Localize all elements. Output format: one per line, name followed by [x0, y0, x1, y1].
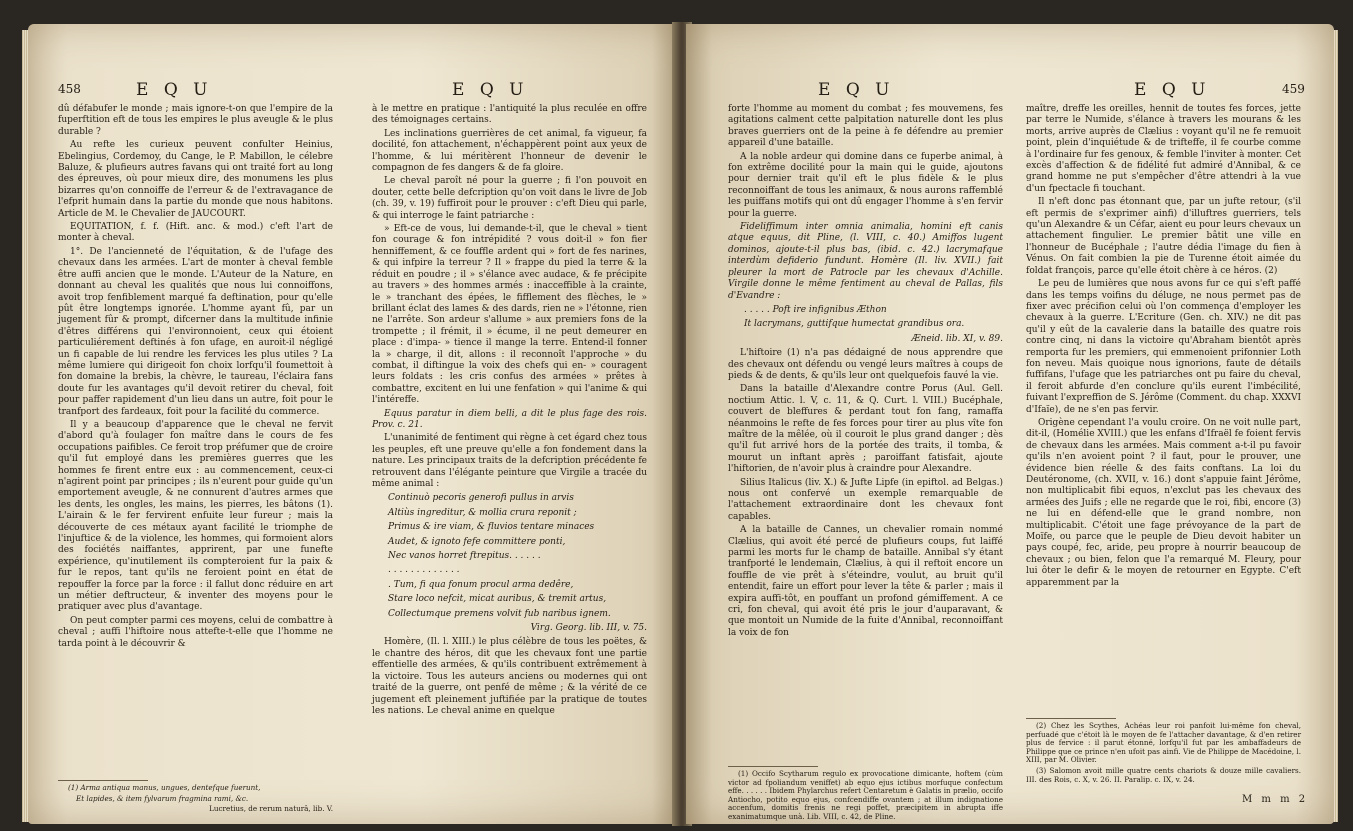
paragraph: Homère, (Il. l. XIII.) le plus célèbre de tous les poëtes, & le chantre des héros, dit que les chevaux font une partie effentielle des armées, & qu'ils contribuent extrêmement à la victoire. Tous les auteurs anciens ou modernes qui ont traité de la guerre, ont penfé de même ; & la vérité de ce jugement eft pleinement juftifiée par la pratique de toutes les nations. Le cheval anime en quelque — [372, 637, 647, 716]
paragraph: Le cheval paroît né pour la guerre ; fi l'on pouvoit en douter, cette belle defcription qu'on voit dans le livre de Job (ch. 39, v. 19) fuffiroit pour le prouver : c'eft Dieu qui parle, & qui interroge le faint patriarche : — [372, 176, 647, 221]
article-heading-equitation: EQUITATION, f. f. (Hift. anc. & mod.) c'eft l'art de monter à cheval. — [58, 222, 333, 244]
footnote-line: Lucretius, de rerum naturâ, lib. V. — [209, 804, 333, 814]
left-column-2 — [372, 104, 647, 719]
left-page — [28, 24, 678, 824]
footnote-line: (1) Arma antiqua manus, ungues, dentefque fuerunt, — [68, 783, 261, 792]
paragraph: Le peu de lumières que nous avons fur ce qui s'eft paffé dans les temps voifins du déluge, ne nous permet pas de fixer avec précifion celui où l'on commença d'employer les chevaux à la guerre. L'Ecriture (Gen. ch. XIV.) ne dit pas qu'il y eût de la cavalerie dans la bataille des quatre rois contre cinq, ni dans la victoire qu'Abraham bientôt après remporta fur les premiers, qui emmenoient prifonnier Loth fon neveu. Mais quoique nous ignorions, faute de détails fuffifans, l'ufage que les patriarches ont pu faire du cheval, il feroit abfurde d'en conclure qu'ils eurent l'imbécilité, fuivant l'expreffion de S. Jérôme (Comment. du chap. XXXVI d'Ifaïe), de ne s'en pas fervir. — [1026, 279, 1301, 415]
verse-line: . . . . . . . . . . . . . — [388, 565, 460, 576]
footnote: (2) Chez les Scythes, Achéas leur roi panfoit lui-même fon cheval, perfuadé que c'étoit là le moyen de fe l'attacher davantage, & d'en retirer plus de fervice : il parut étonné, lorfqu'il fut par les ambaffadeurs de Philippe que ce prince n'en ufoit pas ainfi. Vie de Philippe de Macédoine, l. XIII, par M. Olivier. — [1026, 721, 1301, 765]
verse-line: . . . . . Poft ire infignibus Æthon — [744, 304, 887, 315]
verse-reference: Æneid. lib. XI, v. 89. — [911, 333, 1003, 344]
paragraph: On peut compter parmi ces moyens, celui de combattre à cheval ; auffi l'hiftoire nous attefte-t-elle que l'homme ne tarda point à le découvrir & — [58, 615, 333, 649]
paragraph: Les inclinations guerrières de cet animal, fa vigueur, fa docilité, fon attachement, n'échappèrent point aux yeux de l'homme, & lui méritèrent l'honneur de devenir le compagnon de fes dangers & de fa gloire. — [372, 128, 647, 174]
verse-line: Primus & ire viam, & fluvios tentare minaces — [388, 522, 595, 533]
paragraph: A la noble ardeur qui domine dans ce fuperbe animal, à fon extrême docilité pour la main qui le guide, ajoutons pour dernier trait qu'il eft le plus fidèle & le plus reconnoiffant de tous les animaux, & nous aurons raffemblé les puiffans motifs qui ont dû engager l'homme à s'en fervir pour la guerre. — [728, 151, 1003, 219]
right-page — [686, 24, 1334, 824]
virgil-verse — [372, 493, 647, 620]
running-head-right-col1: E Q U — [818, 80, 895, 100]
paragraph: à le mettre en pratique : l'antiquité la plus reculée en offre des témoignages certains. — [372, 104, 647, 126]
footnotes-right-col2 — [1026, 722, 1301, 786]
paragraph: Silius Italicus (liv. X.) & Jufte Lipfe (in epiftol. ad Belgas.) nous ont confervé un exemple remarquable de l'attachement extraordinaire dont les chevaux font capables. — [728, 477, 1003, 522]
running-head-left-col1: E Q U — [136, 80, 213, 100]
paragraph: Fideliffimum inter omnia animalia, homini eft canis atque equus, dit Pline, (l. VIII, c. 40.) Amiffos lugent dominos, ajoute-t-il plus bas, (ibid. c. 42.) lacrymafque interdùm defiderio fundunt. Homère (Il. liv. XVII.) fait pleurer la mort de Patrocle par les chevaux d'Achille. Virgile donne le même fentiment au cheval de Pallas, fils d'Evandre : — [728, 222, 1003, 301]
verse-line: Continuò pecoris generofi pullus in arvis — [388, 493, 574, 504]
paragraph: A la bataille de Cannes, un chevalier romain nommé Clælius, qui avoit été percé de plufieurs coups, fut laiffé parmi les morts fur le champ de bataille. Annibal s'y étant tranfporté le lendemain, Clælius, à qui il reftoit encore un fouffle de vie prêt à s'éteindre, voulut, au bruit qu'il entendit, faire un effort pour lever la tête & parler ; mais il expira auffi-tôt, en pouffant un profond gémiffement. A ce cri, fon cheval, qui avoit été pris le jour d'auparavant, & que montoit un Numide de la fuite d'Annibal, reconnoiffant la voix de fon — [728, 525, 1003, 638]
verse-line: Nec vanos horret ftrepitus. . . . . . — [388, 551, 541, 562]
signature-mark: M m m 2 — [1242, 794, 1309, 805]
right-column-1 — [728, 104, 1003, 641]
paragraph: Dans la bataille d'Alexandre contre Porus (Aul. Gell. noctium Attic. l. V, c. 11, & Q. Curt. l. VIII.) Bucéphale, couvert de bleffures & perdant tout fon fang, ramaffa néanmoins le refte de fes forces pour tirer au plus vîte fon maître de la mêlée, où il couroit le plus grand danger ; dès qu'il fut arrivé hors de la portée des traits, il tomba, & mourut un inftant après ; paroiffant fatisfait, ajoute l'hiftorien, de n'avoir plus à craindre pour Alexandre. — [728, 384, 1003, 475]
paragraph: Il n'eft donc pas étonnant que, par un jufte retour, (s'il eft permis de s'exprimer ainfi) d'illuftres guerriers, tels qu'un Alexandre & un Céfar, aient eu pour leurs chevaux un attachement fingulier. Le premier bâtit une ville en l'honneur de Bucéphale ; l'autre dédia l'image du fien à Vénus. On fait combien la pie de Turenne étoit aimée du foldat françois, parce qu'elle étoit chère à ce héros. (2) — [1026, 197, 1301, 276]
footnote-rule — [58, 780, 148, 781]
running-head-left-col2: E Q U — [452, 80, 529, 100]
paragraph: maître, dreffe les oreilles, hennit de toutes fes forces, jette par terre le Numide, s'élance à travers les mourans & les morts, arrive auprès de Clælius : voyant qu'il ne fe remuoit point, plein d'inquiétude & de trifteffe, il fe courbe comme à l'ordinaire fur fes genoux, & femble l'inviter à monter. Cet excès d'affection & de fidélité fut admiré d'Annibal, & ce grand homme ne put s'empêcher d'être attendri à la vue d'un fpectacle fi touchant. — [1026, 104, 1301, 194]
footnote: (3) Salomon avoit mille quatre cents chariots & douze mille cavaliers. III. des Rois, c. X, v. 26. II. Paralip. c. IX, v. 24. — [1026, 765, 1301, 784]
left-column-1 — [58, 104, 333, 652]
footnote-right-col1 — [728, 770, 1003, 824]
paragraph: 1°. De l'ancienneté de l'équitation, & de l'ufage des chevaux dans les armées. L'art de monter à cheval femble être auffi ancien que le monde. L'Auteur de la Nature, en donnant au cheval les qualités que nous lui connoiffons, avoit trop fenfiblement marqué fa deftination, pour qu'elle pût être longtemps ignorée. L'homme ayant fû, par un jugement fûr & prompt, difcerner dans la multitude infinie d'êtres différens qui l'environnoient, ceux qui étoient particuliérement deftinés à fon ufage, en auroit-il négligé un fi capable de lui rendre les fervices les plus utiles ? La même lumiere qui dirigeoit fon choix lorfqu'il foumettoit à fon domaine la brebis, la chèvre, le taureau, l'éclaira fans doute fur les avantages qu'il devoit retirer du cheval, foit pour paffer rapidement d'un lieu dans un autre, foit pour le tranfport des fardeaux, foit pour la facilité du commerce. — [58, 246, 333, 417]
paragraph: Au refte les curieux peuvent confulter Heinius, Ebelingius, Cordemoy, du Cange, le P. Mabillon, le célebre Baluze, & plufieurs autres favans qui ont traité fort au long des épreuves, où pour mieux dire, des monumens les plus bizarres qu'on connoiffe de l'erreur & de l'extravagance de l'efprit humain dans la partie du monde que nous habitons. Article de M. le Chevalier de JAUCOURT. — [58, 140, 333, 219]
verse-line: Collectumque premens volvit fub naribus ignem. — [388, 608, 611, 619]
italic-citation: Equus paratur in diem belli, a dit le plus fage des rois. Prov. c. 21. — [372, 408, 647, 430]
paragraph: forte l'homme au moment du combat ; fes mouvemens, fes agitations calment cette palpitation naturelle dont les plus braves guerriers ont de la peine à fe défendre au premier appareil d'une bataille. — [728, 104, 1003, 149]
right-column-2 — [1026, 104, 1301, 591]
paragraph: Origène cependant l'a voulu croire. On ne voit nulle part, dit-il, (Homélie XVIII.) que les enfans d'Ifraël fe foient fervis de chevaux dans les armées. Mais comment a-t-il pu favoir qu'ils n'en avoient point ? il faut, pour le prouver, une évidence bien réelle & des faits conftans. La loi du Deutéronome, (ch. XVII, v. 16.) dont s'appuie faint Jérôme, non multiplicabit fibi equos, n'exclut pas les chevaux des armées des Juifs ; elle ne regarde que le roi, fibi, encore (3) ne lui en défend-elle que le grand nombre, non multiplicabit. C'étoit une fage prévoyance de la part de Moïfe, ou parce que le peuple de Dieu devoit habiter un pays coupé, fec, aride, peu propre à nourrir beaucoup de chevaux ; ou bien, felon que l'a remarqué M. Fleury, pour lui ôter le defir & le moyen de retourner en Egypte. C'eft apparemment par la — [1026, 417, 1301, 588]
page-number-left: 458 — [58, 82, 81, 96]
verse-line: Audet, & ignoto fefe committere ponti, — [388, 536, 566, 547]
paragraph: L'unanimité de fentiment qui règne à cet égard chez tous les peuples, eft une preuve qu'elle a fon fondement dans la nature. Les principaux traits de la defcription précédente fe retrouvent dans l'élégante peinture que Virgile a tracée du même animal : — [372, 433, 647, 489]
verse-line: Stare loco nefcit, micat auribus, & tremit artus, — [388, 594, 607, 605]
paragraph: L'hiftoire (1) n'a pas dédaigné de nous apprendre que des chevaux ont défendu ou vengé leurs maîtres à coups de pieds & de dents, & qu'ils leur ont quelquefois fauvé la vie. — [728, 348, 1003, 381]
footnote-rule — [1026, 718, 1116, 719]
footnote-left — [58, 784, 333, 816]
footnote-line: Et lapides, & item fylvarum fragmina rami, &c. — [76, 793, 249, 803]
footnote-rule — [728, 766, 818, 767]
paragraph: Il y a beaucoup d'apparence que le cheval ne fervit d'abord qu'à foulager fon maître dans le cours de fes occupations paifibles. Ce feroit trop préfumer que de croire qu'il fut employé dans les premières guerres que les hommes fe firent entre eux : au commencement, ceux-ci n'agirent point par principes ; ils n'eurent pour guide qu'un emportement aveugle, & ne connurent d'autres armes que les dents, les ongles, les mains, les pierres, les bâtons (1). L'airain & le fer fervirent enfuite leur fureur ; mais la découverte de ces métaux ayant facilité le triomphe de l'injuftice & de la violence, les hommes, qui formoient alors des fociétés naiffantes, apprirent, par une funefte expérience, qu'inutilement ils compteroient fur la paix & fur le repos, tant qu'ils ne feroient point en état de repouffer la force par la force : il fallut donc réduire en art un métier deftructeur, & inventer des moyens pour le pratiquer avec plus d'avantage. — [58, 419, 333, 613]
open-book — [22, 14, 1338, 826]
page-number-right: 459 — [1282, 82, 1305, 96]
verse-reference: Virg. Georg. lib. III, v. 75. — [530, 623, 647, 634]
footnote: (1) Occifo Scytharum regulo ex provocatione dimicante, hoftem (cùm victor ad fpoliandum veniffet) ab equo ejus ictibus morfuque confectum effe. . . . . . Ibidem Phylarchus refert Centaretum è Galatis in prælio, occifo Antiocho, potito equo ejus, confcendiffe ovantem ; at illum indignatione accenfum, domitis frenis ne regi poffet, præcipitem in abrupta iffe exanimatumque unà. Lib. VIII, c. 42, de Pline. — [728, 769, 1003, 821]
job-quotation: » Eft-ce de vous, lui demande-t-il, que le cheval » tient fon courage & fon intrépidité ? vous doit-il » fon fier henniffement, & ce fouffle ardent qui » fort de fes narines, & qui infpire la terreur ? Il » frappe du pied la terre & la réduit en poudre ; il » s'élance avec audace, & fe précipite au travers » des hommes armés : inacceffible à la crainte, le » tranchant des épées, le fifflement des flèches, le » brillant éclat des lames & des dards, rien ne » l'étonne, rien ne l'arrête. Son ardeur s'allume » aux premiers fons de la trompette ; il frémit, il » écume, il ne peut demeurer en place : d'impa- » tience il mange la terre. Entend-il fonner la » charge, il dit, allons : il reconnoît l'approche » du combat, il diftingue la voix des chefs qui en- » couragent leurs foldats : les cris confus des armées » prêtes à combattre, excitent en lui une fenfation » qui l'anime & qui l'intéreffe. — [372, 224, 647, 406]
verse-line: . Tum, fi qua fonum procul arma dedêre, — [388, 579, 574, 590]
verse-line: Altiùs ingreditur, & mollia crura reponit ; — [388, 507, 577, 518]
running-head-right-col2: E Q U — [1134, 80, 1211, 100]
verse-line: It lacrymans, guttifque humectat grandibus ora. — [744, 319, 965, 330]
paragraph: dû défabufer le monde ; mais ignore-t-on que l'empire de la fuperftition eft de tous les empires le plus aveugle & le plus durable ? — [58, 104, 333, 137]
